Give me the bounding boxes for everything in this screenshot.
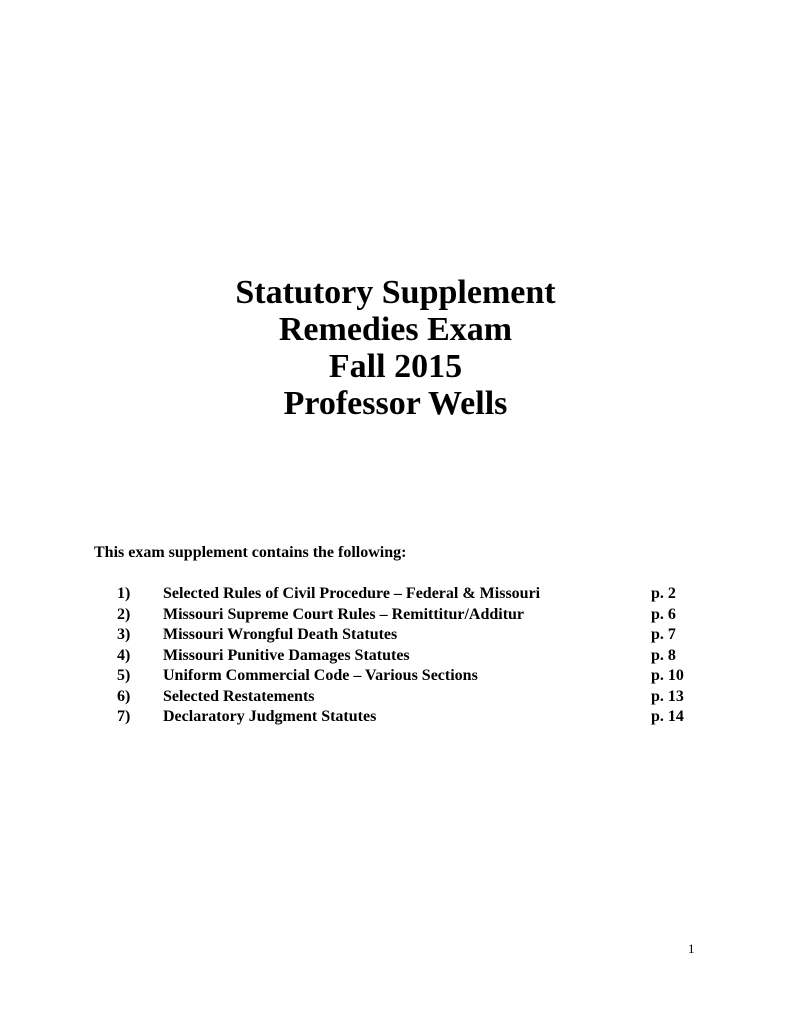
document-title (0, 274, 791, 422)
item-page: p. 13 (651, 687, 684, 705)
contents-item (117, 687, 717, 708)
contents-item (117, 707, 717, 728)
contents-item (117, 646, 717, 667)
title-line: Statutory Supplement (235, 274, 556, 311)
item-number: 4) (117, 646, 131, 664)
contents-item (117, 666, 717, 687)
item-page: p. 2 (651, 585, 676, 602)
item-number: 3) (117, 626, 131, 643)
contents-item (117, 605, 717, 626)
item-number: 6) (117, 687, 131, 705)
item-title: Declaratory Judgment Statutes (163, 708, 377, 725)
item-page: p. 8 (651, 646, 676, 664)
item-title: Missouri Punitive Damages Statutes (163, 646, 410, 664)
item-title: Missouri Supreme Court Rules – Remittitur/Additur (163, 605, 525, 623)
item-number: 7) (117, 708, 131, 725)
item-page: p. 6 (651, 605, 676, 623)
page-number: 1 (688, 941, 695, 956)
item-title: Uniform Commercial Code – Various Sections (163, 667, 478, 684)
title-line: Remedies Exam (278, 311, 513, 348)
item-number: 1) (117, 585, 131, 602)
item-page: p. 14 (651, 708, 684, 725)
contents-item (117, 625, 717, 646)
contents-item (117, 584, 717, 605)
item-number: 2) (117, 605, 131, 623)
item-title: Selected Restatements (163, 687, 315, 705)
item-page: p. 7 (651, 626, 676, 643)
item-title: Missouri Wrongful Death Statutes (163, 626, 398, 643)
intro-text: This exam supplement contains the following: (94, 544, 407, 561)
title-line: Professor Wells (283, 385, 508, 422)
item-page: p. 10 (651, 667, 684, 684)
item-title: Selected Rules of Civil Procedure – Federal & Missouri (163, 585, 541, 602)
item-number: 5) (117, 667, 131, 684)
contents-list (117, 584, 717, 728)
title-line: Fall 2015 (328, 348, 463, 385)
